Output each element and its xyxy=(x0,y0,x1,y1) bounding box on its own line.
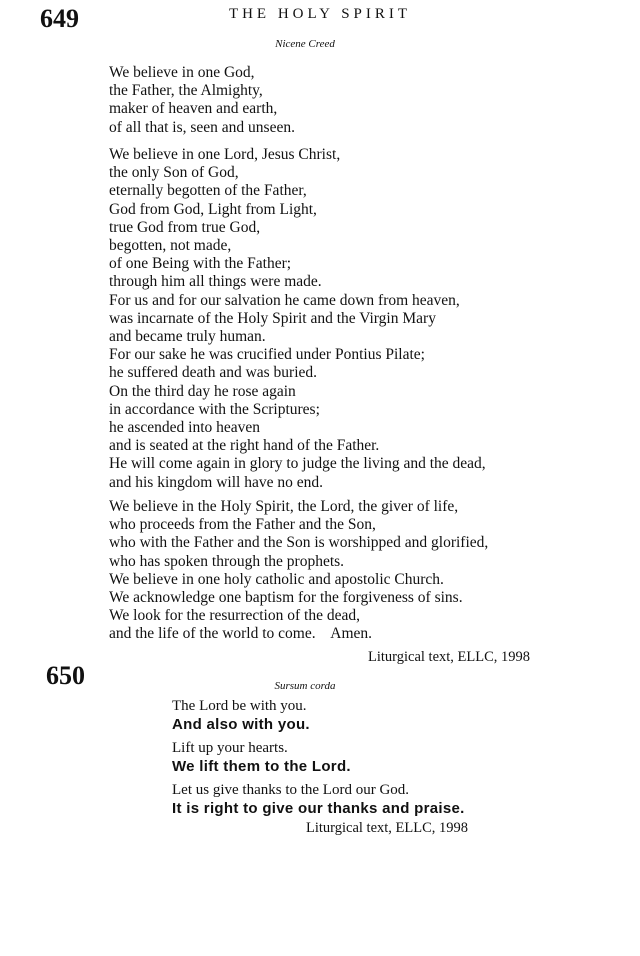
response-line: And also with you. xyxy=(172,716,310,733)
creed-line: who has spoken through the prophets. xyxy=(109,552,345,570)
creed-line: through him all things were made. xyxy=(109,273,322,291)
leader-line: Let us give thanks to the Lord our God. xyxy=(172,782,410,798)
creed-line: God from God, Light from Light, xyxy=(109,200,317,218)
creed-line: eternally begotten of the Father, xyxy=(109,182,307,200)
leader-line: Lift up your hearts. xyxy=(172,740,288,756)
leader-line: The Lord be with you. xyxy=(172,698,307,714)
subtitle-sursum-corda: Sursum corda xyxy=(274,680,336,692)
creed-line: We look for the resurrection of the dead, xyxy=(109,607,360,625)
creed-line: and is seated at the right hand of the Father. xyxy=(109,437,380,455)
creed-line: the Father, the Almighty, xyxy=(109,82,263,100)
creed-line: For us and for our salvation he came down from heaven, xyxy=(109,291,460,309)
creed-line: and his kingdom will have no end. xyxy=(109,473,323,491)
hymn-number-650: 650 xyxy=(46,661,85,690)
creed-line: We believe in one God, xyxy=(109,64,255,81)
creed-line: We believe in the Holy Spirit, the Lord, the giver of life, xyxy=(109,498,459,515)
creed-line: he suffered death and was buried. xyxy=(109,364,318,382)
creed-stanza-2 xyxy=(109,146,486,492)
creed-line: who with the Father and the Son is worshipped and glorified, xyxy=(109,534,489,552)
creed-line: of one Being with the Father; xyxy=(109,255,292,273)
response-line: It is right to give our thanks and praise. xyxy=(172,800,465,817)
creed-line: maker of heaven and earth, xyxy=(109,100,278,118)
creed-line: begotten, not made, xyxy=(109,237,232,255)
hymn-number-649: 649 xyxy=(40,4,79,33)
credit-649: Liturgical text, ELLC, 1998 xyxy=(368,649,531,665)
creed-line: the only Son of God, xyxy=(109,164,239,182)
creed-line: he ascended into heaven xyxy=(109,419,261,437)
creed-line: We believe in one holy catholic and apostolic Church. xyxy=(109,570,444,588)
creed-line: in accordance with the Scriptures; xyxy=(109,400,320,418)
creed-stanza-1 xyxy=(109,64,295,137)
creed-line: For our sake he was crucified under Pontius Pilate; xyxy=(109,346,425,364)
creed-line: He will come again in glory to judge the living and the dead, xyxy=(109,455,486,473)
creed-line: true God from true God, xyxy=(109,218,261,236)
creed-line: and became truly human. xyxy=(109,328,266,346)
running-head: THE HOLY SPIRIT xyxy=(228,6,412,22)
creed-line: and the life of the world to come. Amen. xyxy=(109,625,373,643)
credit-650: Liturgical text, ELLC, 1998 xyxy=(306,820,469,836)
creed-line: We acknowledge one baptism for the forgiveness of sins. xyxy=(109,589,463,607)
creed-line: On the third day he rose again xyxy=(109,382,296,400)
creed-line: who proceeds from the Father and the Son, xyxy=(109,516,376,534)
creed-line: was incarnate of the Holy Spirit and the Virgin Mary xyxy=(109,309,436,327)
creed-line: We believe in one Lord, Jesus Christ, xyxy=(109,146,341,163)
creed-line: of all that is, seen and unseen. xyxy=(109,118,295,136)
subtitle-nicene-creed: Nicene Creed xyxy=(275,38,335,50)
creed-stanza-3 xyxy=(109,498,488,644)
response-line: We lift them to the Lord. xyxy=(172,758,351,775)
